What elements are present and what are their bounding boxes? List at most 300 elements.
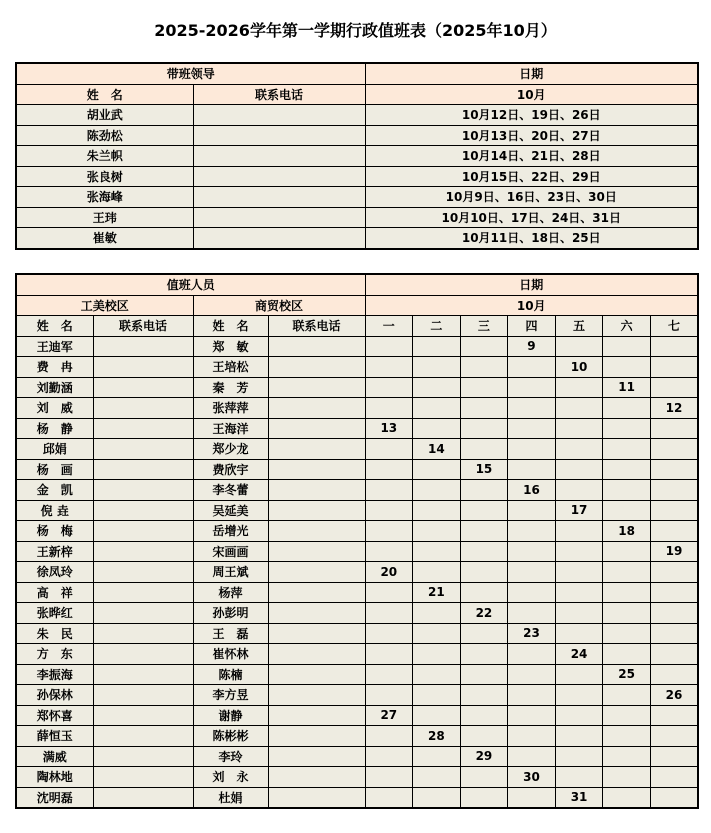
duty-day: 31 — [555, 787, 603, 808]
day-cell — [460, 623, 508, 644]
day-cell — [650, 726, 698, 747]
campus-b-phone — [268, 541, 365, 562]
campus-a-phone — [93, 664, 193, 685]
day-cell — [365, 767, 413, 788]
day-cell — [413, 705, 461, 726]
duty-row — [16, 500, 698, 521]
day-cell — [603, 459, 651, 480]
campus-b-name: 陈楠 — [193, 664, 268, 685]
campus-b-name: 郑少龙 — [193, 439, 268, 460]
day-cell — [555, 336, 603, 357]
campus-a-name: 王新梓 — [16, 541, 93, 562]
day-cell — [508, 500, 556, 521]
campus-a-phone — [93, 521, 193, 542]
campus-b-name: 崔怀林 — [193, 644, 268, 665]
duty-row — [16, 459, 698, 480]
weekday-header: 六 — [603, 316, 651, 337]
leader-dates: 10月10日、17日、24日、31日 — [365, 207, 698, 228]
leader-row — [16, 228, 698, 249]
campus-b-phone — [268, 459, 365, 480]
campus-a-phone — [93, 623, 193, 644]
day-cell — [603, 562, 651, 583]
day-cell — [460, 726, 508, 747]
day-cell — [555, 767, 603, 788]
duty-row — [16, 562, 698, 583]
duty-row — [16, 480, 698, 501]
campus-b-name: 孙彭明 — [193, 603, 268, 624]
duty-day: 25 — [603, 664, 651, 685]
day-cell — [365, 500, 413, 521]
day-cell — [650, 357, 698, 378]
campus-a-phone — [93, 705, 193, 726]
campus-b-name: 李玲 — [193, 746, 268, 767]
day-cell — [603, 480, 651, 501]
campus-b-name: 王海洋 — [193, 418, 268, 439]
day-cell — [650, 705, 698, 726]
day-cell — [508, 603, 556, 624]
campus-b-phone — [268, 336, 365, 357]
day-cell — [650, 746, 698, 767]
campus-b-name: 张萍萍 — [193, 398, 268, 419]
leader-dates: 10月11日、18日、25日 — [365, 228, 698, 249]
day-cell — [650, 336, 698, 357]
duty-row — [16, 357, 698, 378]
campus-a-phone — [93, 377, 193, 398]
day-cell — [603, 398, 651, 419]
campus-b-name: 秦 芳 — [193, 377, 268, 398]
duty-row — [16, 664, 698, 685]
duty-day: 27 — [365, 705, 413, 726]
day-cell — [555, 746, 603, 767]
day-cell — [413, 398, 461, 419]
leader-section-label: 带班领导 — [16, 63, 365, 84]
day-cell — [460, 418, 508, 439]
day-cell — [603, 541, 651, 562]
campus-b-name: 杨萍 — [193, 582, 268, 603]
day-cell — [365, 377, 413, 398]
campus-b-name: 陈彬彬 — [193, 726, 268, 747]
campus-a-name: 杨 画 — [16, 459, 93, 480]
day-cell — [650, 644, 698, 665]
leader-phone — [193, 105, 365, 126]
day-cell — [365, 582, 413, 603]
duty-day: 18 — [603, 521, 651, 542]
campus-a-phone — [93, 418, 193, 439]
campus-b-phone — [268, 398, 365, 419]
duty-day: 30 — [508, 767, 556, 788]
day-cell — [555, 582, 603, 603]
day-cell — [413, 500, 461, 521]
leader-row — [16, 207, 698, 228]
day-cell — [508, 562, 556, 583]
day-cell — [365, 459, 413, 480]
duty-row — [16, 603, 698, 624]
day-cell — [413, 418, 461, 439]
day-cell — [460, 685, 508, 706]
campus-a-name: 刘 威 — [16, 398, 93, 419]
campus-b-name: 刘 永 — [193, 767, 268, 788]
campus-a-name: 孙保林 — [16, 685, 93, 706]
day-cell — [460, 644, 508, 665]
day-cell — [365, 726, 413, 747]
day-cell — [650, 500, 698, 521]
campus-b-phone — [268, 664, 365, 685]
campus-a-phone — [93, 562, 193, 583]
duty-row — [16, 787, 698, 808]
day-cell — [508, 398, 556, 419]
day-cell — [650, 562, 698, 583]
day-cell — [508, 377, 556, 398]
campus-a-phone — [93, 500, 193, 521]
day-cell — [508, 746, 556, 767]
day-cell — [603, 500, 651, 521]
campus-b-phone — [268, 582, 365, 603]
leader-dates: 10月15日、22日、29日 — [365, 166, 698, 187]
duty-row — [16, 767, 698, 788]
day-cell — [508, 726, 556, 747]
duty-row — [16, 377, 698, 398]
day-cell — [413, 521, 461, 542]
day-cell — [650, 418, 698, 439]
campus-a-name: 高 祥 — [16, 582, 93, 603]
day-cell — [508, 439, 556, 460]
leader-name: 王玮 — [16, 207, 193, 228]
month-label: 10月 — [365, 84, 698, 105]
duty-day: 16 — [508, 480, 556, 501]
leader-row — [16, 146, 698, 167]
day-cell — [508, 685, 556, 706]
campus-b-name: 吴延美 — [193, 500, 268, 521]
day-cell — [413, 603, 461, 624]
campus-a-phone — [93, 787, 193, 808]
campus-b-phone — [268, 644, 365, 665]
day-cell — [460, 439, 508, 460]
campus-b-phone — [268, 685, 365, 706]
day-cell — [365, 398, 413, 419]
day-cell — [650, 623, 698, 644]
day-cell — [508, 644, 556, 665]
leader-phone — [193, 125, 365, 146]
campus-b-phone — [268, 746, 365, 767]
day-cell — [508, 705, 556, 726]
campus-a-phone — [93, 336, 193, 357]
day-cell — [650, 521, 698, 542]
day-cell — [460, 767, 508, 788]
day-cell — [650, 439, 698, 460]
duty-row — [16, 398, 698, 419]
day-cell — [365, 336, 413, 357]
campus-b-phone — [268, 480, 365, 501]
day-cell — [603, 685, 651, 706]
campus-a-name: 陶林地 — [16, 767, 93, 788]
campus-a-name: 沈明磊 — [16, 787, 93, 808]
day-cell — [508, 787, 556, 808]
leader-dates: 10月13日、20日、27日 — [365, 125, 698, 146]
duty-day: 10 — [555, 357, 603, 378]
campus-a-name: 金 凯 — [16, 480, 93, 501]
leader-name: 朱兰帜 — [16, 146, 193, 167]
duty-row — [16, 685, 698, 706]
duty-row — [16, 746, 698, 767]
day-cell — [603, 644, 651, 665]
day-cell — [460, 377, 508, 398]
leader-phone — [193, 146, 365, 167]
campus-b-label: 商贸校区 — [193, 295, 365, 316]
campus-b-phone — [268, 705, 365, 726]
day-cell — [603, 726, 651, 747]
day-cell — [460, 582, 508, 603]
campus-a-phone — [93, 398, 193, 419]
duty-row — [16, 541, 698, 562]
duty-month-label: 10月 — [365, 295, 698, 316]
campus-a-name: 张晔红 — [16, 603, 93, 624]
day-cell — [555, 521, 603, 542]
day-cell — [650, 603, 698, 624]
day-cell — [555, 685, 603, 706]
campus-b-name: 费欣宇 — [193, 459, 268, 480]
day-cell — [365, 439, 413, 460]
campus-b-phone — [268, 377, 365, 398]
day-cell — [460, 336, 508, 357]
campus-a-name: 薛恒玉 — [16, 726, 93, 747]
leader-phone — [193, 166, 365, 187]
duty-day: 20 — [365, 562, 413, 583]
day-cell — [650, 767, 698, 788]
weekday-header: 五 — [555, 316, 603, 337]
campus-a-phone — [93, 767, 193, 788]
day-cell — [413, 685, 461, 706]
day-cell — [460, 705, 508, 726]
day-cell — [460, 398, 508, 419]
duty-row — [16, 705, 698, 726]
duty-day: 23 — [508, 623, 556, 644]
day-cell — [555, 603, 603, 624]
campus-a-phone — [93, 685, 193, 706]
weekday-header: 四 — [508, 316, 556, 337]
campus-b-phone — [268, 357, 365, 378]
campus-b-phone — [268, 562, 365, 583]
day-cell — [603, 705, 651, 726]
campus-b-phone — [268, 726, 365, 747]
day-cell — [365, 644, 413, 665]
day-cell — [460, 357, 508, 378]
duty-table — [15, 273, 699, 809]
duty-row — [16, 726, 698, 747]
campus-b-phone — [268, 603, 365, 624]
campus-a-name: 费 冉 — [16, 357, 93, 378]
campus-b-name: 郑 敏 — [193, 336, 268, 357]
campus-b-phone — [268, 439, 365, 460]
day-cell — [508, 357, 556, 378]
day-cell — [413, 644, 461, 665]
duty-row — [16, 623, 698, 644]
duty-section-label: 值班人员 — [16, 274, 365, 295]
day-cell — [413, 336, 461, 357]
campus-b-name: 杜娟 — [193, 787, 268, 808]
campus-a-name: 倪 垚 — [16, 500, 93, 521]
leader-name: 崔敏 — [16, 228, 193, 249]
campus-a-name: 邱娟 — [16, 439, 93, 460]
day-cell — [555, 705, 603, 726]
day-cell — [650, 664, 698, 685]
day-cell — [413, 357, 461, 378]
day-cell — [603, 582, 651, 603]
day-cell — [413, 787, 461, 808]
phone-header-b: 联系电话 — [268, 316, 365, 337]
day-cell — [365, 746, 413, 767]
leader-row — [16, 187, 698, 208]
duty-day: 14 — [413, 439, 461, 460]
day-cell — [508, 418, 556, 439]
day-cell — [460, 500, 508, 521]
day-cell — [365, 357, 413, 378]
weekday-header: 一 — [365, 316, 413, 337]
day-cell — [365, 664, 413, 685]
day-cell — [508, 541, 556, 562]
campus-a-phone — [93, 726, 193, 747]
duty-row — [16, 644, 698, 665]
campus-b-name: 谢静 — [193, 705, 268, 726]
duty-day: 17 — [555, 500, 603, 521]
campus-a-phone — [93, 582, 193, 603]
leader-name: 陈劲松 — [16, 125, 193, 146]
campus-a-phone — [93, 644, 193, 665]
campus-b-name: 李冬蕾 — [193, 480, 268, 501]
duty-row — [16, 439, 698, 460]
leader-name: 胡业武 — [16, 105, 193, 126]
day-cell — [413, 623, 461, 644]
day-cell — [413, 541, 461, 562]
campus-b-phone — [268, 500, 365, 521]
name-header: 姓 名 — [16, 84, 193, 105]
day-cell — [603, 336, 651, 357]
leader-phone — [193, 228, 365, 249]
day-cell — [555, 459, 603, 480]
weekday-header: 二 — [413, 316, 461, 337]
campus-b-name: 王培松 — [193, 357, 268, 378]
campus-b-phone — [268, 623, 365, 644]
day-cell — [603, 603, 651, 624]
day-cell — [555, 480, 603, 501]
day-cell — [650, 377, 698, 398]
campus-b-phone — [268, 521, 365, 542]
day-cell — [555, 541, 603, 562]
duty-day: 15 — [460, 459, 508, 480]
day-cell — [413, 480, 461, 501]
leader-row — [16, 166, 698, 187]
campus-a-name: 王迪军 — [16, 336, 93, 357]
leader-name: 张良树 — [16, 166, 193, 187]
name-header-b: 姓 名 — [193, 316, 268, 337]
campus-a-name: 方 东 — [16, 644, 93, 665]
campus-a-label: 工美校区 — [16, 295, 193, 316]
day-cell — [413, 767, 461, 788]
weekday-header: 三 — [460, 316, 508, 337]
campus-a-name: 杨 梅 — [16, 521, 93, 542]
campus-a-name: 刘勤涵 — [16, 377, 93, 398]
campus-a-name: 朱 民 — [16, 623, 93, 644]
duty-date-label: 日期 — [365, 274, 698, 295]
duty-day: 12 — [650, 398, 698, 419]
leader-name: 张海峰 — [16, 187, 193, 208]
day-cell — [365, 603, 413, 624]
leader-dates: 10月12日、19日、26日 — [365, 105, 698, 126]
duty-row — [16, 336, 698, 357]
campus-a-name: 郑怀喜 — [16, 705, 93, 726]
day-cell — [555, 562, 603, 583]
campus-a-phone — [93, 357, 193, 378]
day-cell — [508, 521, 556, 542]
duty-day: 13 — [365, 418, 413, 439]
duty-day: 24 — [555, 644, 603, 665]
leader-phone — [193, 207, 365, 228]
day-cell — [650, 582, 698, 603]
day-cell — [365, 623, 413, 644]
phone-header-a: 联系电话 — [93, 316, 193, 337]
duty-day: 11 — [603, 377, 651, 398]
day-cell — [460, 480, 508, 501]
campus-a-name: 李振海 — [16, 664, 93, 685]
day-cell — [508, 664, 556, 685]
day-cell — [460, 664, 508, 685]
phone-header: 联系电话 — [193, 84, 365, 105]
weekday-header: 七 — [650, 316, 698, 337]
duty-day: 28 — [413, 726, 461, 747]
day-cell — [460, 521, 508, 542]
campus-a-phone — [93, 459, 193, 480]
duty-row — [16, 418, 698, 439]
day-cell — [603, 418, 651, 439]
day-cell — [413, 746, 461, 767]
day-cell — [603, 767, 651, 788]
page-title: 2025-2026学年第一学期行政值班表（2025年10月） — [154, 21, 557, 40]
duty-day: 26 — [650, 685, 698, 706]
campus-b-name: 岳增光 — [193, 521, 268, 542]
campus-a-name: 杨 静 — [16, 418, 93, 439]
day-cell — [460, 787, 508, 808]
day-cell — [555, 439, 603, 460]
day-cell — [603, 357, 651, 378]
campus-b-phone — [268, 787, 365, 808]
leader-table — [15, 62, 699, 250]
duty-row — [16, 521, 698, 542]
day-cell — [365, 685, 413, 706]
duty-row — [16, 582, 698, 603]
day-cell — [603, 623, 651, 644]
day-cell — [460, 562, 508, 583]
day-cell — [555, 418, 603, 439]
campus-b-phone — [268, 418, 365, 439]
campus-b-name: 宋画画 — [193, 541, 268, 562]
day-cell — [603, 746, 651, 767]
duty-day: 22 — [460, 603, 508, 624]
day-cell — [555, 726, 603, 747]
campus-a-name: 徐凤玲 — [16, 562, 93, 583]
day-cell — [508, 459, 556, 480]
campus-a-phone — [93, 541, 193, 562]
day-cell — [413, 664, 461, 685]
day-cell — [365, 521, 413, 542]
campus-b-phone — [268, 767, 365, 788]
leader-dates: 10月9日、16日、23日、30日 — [365, 187, 698, 208]
duty-day: 29 — [460, 746, 508, 767]
day-cell — [413, 459, 461, 480]
duty-day: 9 — [508, 336, 556, 357]
campus-b-name: 周王斌 — [193, 562, 268, 583]
day-cell — [603, 787, 651, 808]
campus-a-phone — [93, 746, 193, 767]
day-cell — [555, 377, 603, 398]
